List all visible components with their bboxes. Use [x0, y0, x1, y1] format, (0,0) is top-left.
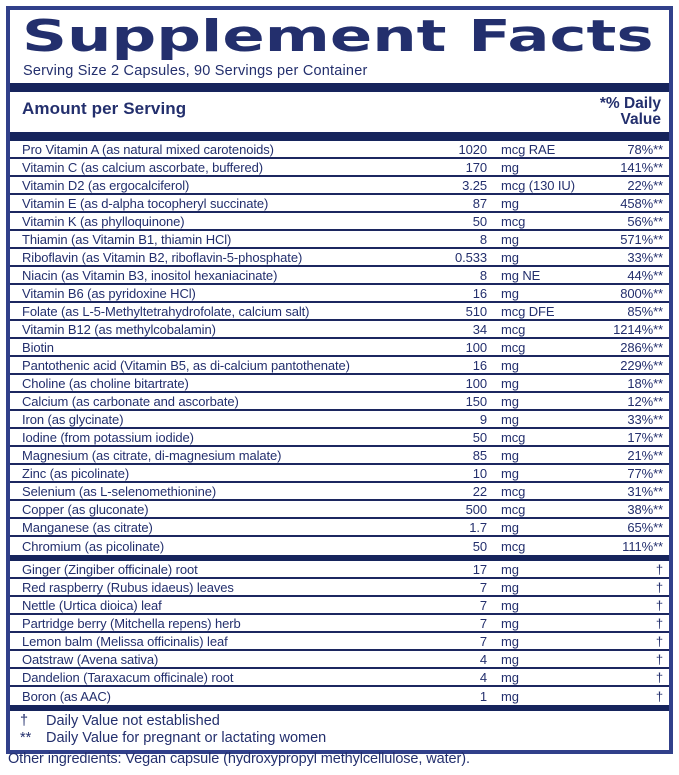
nutrient-name: Oatstraw (Avena sativa)	[22, 651, 159, 667]
footnote-line	[20, 730, 659, 747]
nutrient-daily-value: 85%**	[627, 303, 663, 319]
daily-value-header-line1: *% Daily	[599, 95, 661, 112]
nutrient-daily-value: 33%**	[627, 411, 663, 427]
herb-rows	[10, 561, 669, 705]
nutrient-row	[10, 633, 669, 651]
nutrient-name: Biotin	[22, 339, 54, 355]
nutrient-daily-value: †	[655, 669, 663, 685]
nutrient-row	[10, 249, 669, 267]
nutrient-amount: 1020	[458, 141, 487, 157]
nutrient-name: Vitamin K (as phylloquinone)	[22, 213, 185, 229]
nutrient-name: Dandelion (Taraxacum officinale) root	[22, 669, 234, 685]
nutrient-amount: 4	[479, 669, 487, 685]
other-ingredients-line: Other ingredients: Vegan capsule (hydroxypropyl methylcellulose, water).	[8, 751, 470, 767]
nutrient-unit: mg	[501, 393, 519, 409]
nutrient-amount: 8	[479, 267, 487, 283]
nutrient-daily-value: 286%**	[620, 339, 663, 355]
nutrient-daily-value: †	[655, 561, 663, 577]
nutrient-name: Thiamin (as Vitamin B1, thiamin HCl)	[22, 231, 232, 247]
nutrient-name: Iron (as glycinate)	[22, 411, 124, 427]
nutrient-row	[10, 159, 669, 177]
nutrient-row	[10, 429, 669, 447]
footnotes	[10, 711, 669, 750]
nutrient-row	[10, 231, 669, 249]
nutrient-name: Lemon balm (Melissa officinalis) leaf	[22, 633, 228, 649]
nutrient-daily-value: †	[655, 633, 663, 649]
nutrient-unit: mg	[501, 249, 519, 265]
nutrient-amount: 9	[479, 411, 487, 427]
nutrient-daily-value: 22%**	[627, 177, 663, 193]
nutrient-amount: 100	[465, 375, 487, 391]
nutrient-daily-value: †	[655, 579, 663, 595]
nutrient-daily-value: 458%**	[620, 195, 663, 211]
nutrient-name: Calcium (as carbonate and ascorbate)	[22, 393, 239, 409]
nutrient-name: Boron (as AAC)	[22, 688, 111, 704]
nutrient-amount: 8	[479, 231, 487, 247]
nutrient-amount: 1.7	[469, 519, 487, 535]
daily-value-header	[600, 96, 661, 128]
nutrient-unit: mcg	[501, 213, 526, 229]
nutrient-name: Ginger (Zingiber officinale) root	[22, 561, 198, 577]
nutrient-amount: 7	[479, 597, 487, 613]
nutrient-unit: mg	[501, 447, 519, 463]
nutrient-row	[10, 141, 669, 159]
nutrient-daily-value: 44%**	[627, 267, 663, 283]
nutrient-amount: 50	[472, 429, 487, 445]
nutrient-row	[10, 285, 669, 303]
nutrient-unit: mcg	[501, 483, 526, 499]
nutrient-amount: 500	[465, 501, 487, 517]
nutrient-amount: 510	[465, 303, 487, 319]
nutrient-daily-value: †	[655, 597, 663, 613]
nutrient-unit: mg	[501, 615, 519, 631]
nutrient-row	[10, 465, 669, 483]
nutrient-unit: mg	[501, 651, 519, 667]
nutrient-daily-value: 17%**	[627, 429, 663, 445]
nutrient-daily-value: †	[655, 651, 663, 667]
nutrient-amount: 10	[472, 465, 487, 481]
nutrient-daily-value: 229%**	[620, 357, 663, 373]
nutrient-daily-value: 800%**	[620, 285, 663, 301]
footnote-symbol: †	[20, 713, 29, 729]
footnote-text: Daily Value for pregnant or lactating women	[46, 730, 327, 746]
section-bar-header	[10, 132, 669, 141]
nutrient-name: Folate (as L-5-Methyltetrahydrofolate, calcium salt)	[22, 303, 310, 319]
nutrient-row	[10, 213, 669, 231]
nutrient-row	[10, 483, 669, 501]
column-header-row	[10, 92, 669, 132]
nutrient-row	[10, 375, 669, 393]
panel-title: Supplement Facts	[22, 11, 654, 62]
footnote-text: Daily Value not established	[46, 713, 220, 729]
nutrient-row	[10, 561, 669, 579]
nutrient-unit: mcg	[501, 339, 526, 355]
nutrient-unit: mcg	[501, 501, 526, 517]
nutrient-daily-value: 141%**	[620, 159, 663, 175]
nutrient-name: Copper (as gluconate)	[22, 501, 149, 517]
nutrient-daily-value: 18%**	[627, 375, 663, 391]
footnote-line	[20, 713, 659, 730]
nutrient-amount: 16	[472, 285, 487, 301]
nutrient-unit: mcg DFE	[501, 303, 555, 319]
nutrient-unit: mg	[501, 688, 519, 704]
amount-per-serving-header: Amount per Serving	[22, 99, 187, 118]
nutrient-row	[10, 177, 669, 195]
nutrient-row	[10, 579, 669, 597]
nutrient-name: Vitamin D2 (as ergocalciferol)	[22, 177, 190, 193]
nutrient-unit: mcg	[501, 321, 526, 337]
nutrient-unit: mg	[501, 357, 519, 373]
nutrient-amount: 7	[479, 579, 487, 595]
nutrient-unit: mcg (130 IU)	[501, 177, 575, 193]
nutrient-name: Vitamin C (as calcium ascorbate, buffered)	[22, 159, 263, 175]
nutrient-amount: 22	[472, 483, 487, 499]
nutrient-unit: mg	[501, 195, 519, 211]
nutrient-row	[10, 537, 669, 555]
section-bar-top	[10, 83, 669, 92]
nutrient-amount: 16	[472, 357, 487, 373]
nutrient-amount: 100	[465, 339, 487, 355]
nutrient-row	[10, 651, 669, 669]
nutrient-amount: 150	[465, 393, 487, 409]
nutrient-name: Zinc (as picolinate)	[22, 465, 130, 481]
nutrient-row	[10, 597, 669, 615]
nutrient-row	[10, 447, 669, 465]
daily-value-header-line2: Value	[620, 111, 661, 128]
nutrient-daily-value: 12%**	[627, 393, 663, 409]
nutrient-daily-value: 33%**	[627, 249, 663, 265]
nutrient-row	[10, 267, 669, 285]
nutrient-unit: mg	[501, 633, 519, 649]
nutrient-name: Iodine (from potassium iodide)	[22, 429, 194, 445]
nutrient-name: Vitamin B6 (as pyridoxine HCl)	[22, 285, 196, 301]
nutrient-unit: mg	[501, 231, 519, 247]
nutrient-name: Vitamin B12 (as methylcobalamin)	[22, 321, 216, 337]
nutrient-amount: 17	[472, 561, 487, 577]
nutrient-name: Pro Vitamin A (as natural mixed carotenoids)	[22, 141, 274, 157]
nutrient-row	[10, 357, 669, 375]
nutrient-daily-value: 1214%**	[613, 321, 663, 337]
nutrient-row	[10, 303, 669, 321]
nutrient-unit: mcg RAE	[501, 141, 556, 157]
nutrient-daily-value: 571%**	[620, 231, 663, 247]
nutrient-name: Chromium (as picolinate)	[22, 538, 165, 554]
nutrient-daily-value: 111%**	[622, 538, 663, 554]
nutrient-name: Pantothenic acid (Vitamin B5, as di-calcium pantothenate)	[22, 357, 350, 373]
nutrient-unit: mg	[501, 519, 519, 535]
nutrient-amount: 50	[472, 213, 487, 229]
footnote-symbol: **	[20, 730, 32, 746]
nutrient-daily-value: 56%**	[627, 213, 663, 229]
nutrient-amount: 34	[472, 321, 487, 337]
nutrient-unit: mg	[501, 375, 519, 391]
nutrient-name: Partridge berry (Mitchella repens) herb	[22, 615, 241, 631]
nutrient-amount: 50	[472, 538, 487, 554]
vitamin-mineral-rows	[10, 141, 669, 555]
nutrient-amount: 170	[465, 159, 487, 175]
nutrient-amount: 87	[472, 195, 487, 211]
nutrient-row	[10, 687, 669, 705]
nutrient-unit: mg	[501, 597, 519, 613]
nutrient-amount: 3.25	[462, 177, 487, 193]
nutrient-row	[10, 615, 669, 633]
nutrient-unit: mg	[501, 561, 519, 577]
nutrient-unit: mg	[501, 285, 519, 301]
nutrient-unit: mg	[501, 465, 519, 481]
nutrient-name: Vitamin E (as d-alpha tocopheryl succinate)	[22, 195, 269, 211]
nutrient-row	[10, 393, 669, 411]
nutrient-daily-value: 21%**	[627, 447, 663, 463]
nutrient-name: Riboflavin (as Vitamin B2, riboflavin-5-phosphate)	[22, 249, 303, 265]
nutrient-row	[10, 501, 669, 519]
nutrient-amount: 4	[479, 651, 487, 667]
nutrient-row	[10, 195, 669, 213]
nutrient-daily-value: 77%**	[627, 465, 663, 481]
nutrient-name: Nettle (Urtica dioica) leaf	[22, 597, 162, 613]
nutrient-name: Manganese (as citrate)	[22, 519, 153, 535]
nutrient-daily-value: 38%**	[627, 501, 663, 517]
nutrient-unit: mg NE	[501, 267, 541, 283]
nutrient-amount: 7	[479, 615, 487, 631]
nutrient-row	[10, 519, 669, 537]
nutrient-unit: mcg	[501, 429, 526, 445]
nutrient-daily-value: 65%**	[627, 519, 663, 535]
nutrient-row	[10, 321, 669, 339]
nutrient-name: Choline (as choline bitartrate)	[22, 375, 189, 391]
nutrient-amount: 1	[479, 688, 487, 704]
nutrient-unit: mcg	[501, 538, 526, 554]
nutrient-unit: mg	[501, 411, 519, 427]
nutrient-daily-value: †	[655, 688, 663, 704]
nutrient-daily-value: 78%**	[627, 141, 663, 157]
nutrient-daily-value: 31%**	[627, 483, 663, 499]
nutrient-amount: 0.533	[454, 249, 487, 265]
nutrient-name: Niacin (as Vitamin B3, inositol hexaniacinate)	[22, 267, 278, 283]
nutrient-name: Selenium (as L-selenomethionine)	[22, 483, 217, 499]
nutrient-name: Red raspberry (Rubus idaeus) leaves	[22, 579, 234, 595]
supplement-facts-panel	[6, 6, 673, 754]
nutrient-unit: mg	[501, 669, 519, 685]
nutrient-row	[10, 669, 669, 687]
nutrient-unit: mg	[501, 579, 519, 595]
nutrient-row	[10, 411, 669, 429]
nutrient-unit: mg	[501, 159, 519, 175]
nutrient-name: Magnesium (as citrate, di-magnesium malate)	[22, 447, 282, 463]
nutrient-daily-value: †	[655, 615, 663, 631]
nutrient-amount: 7	[479, 633, 487, 649]
nutrient-row	[10, 339, 669, 357]
serving-size-line: Serving Size 2 Capsules, 90 Servings per Container	[23, 63, 368, 79]
nutrient-amount: 85	[472, 447, 487, 463]
